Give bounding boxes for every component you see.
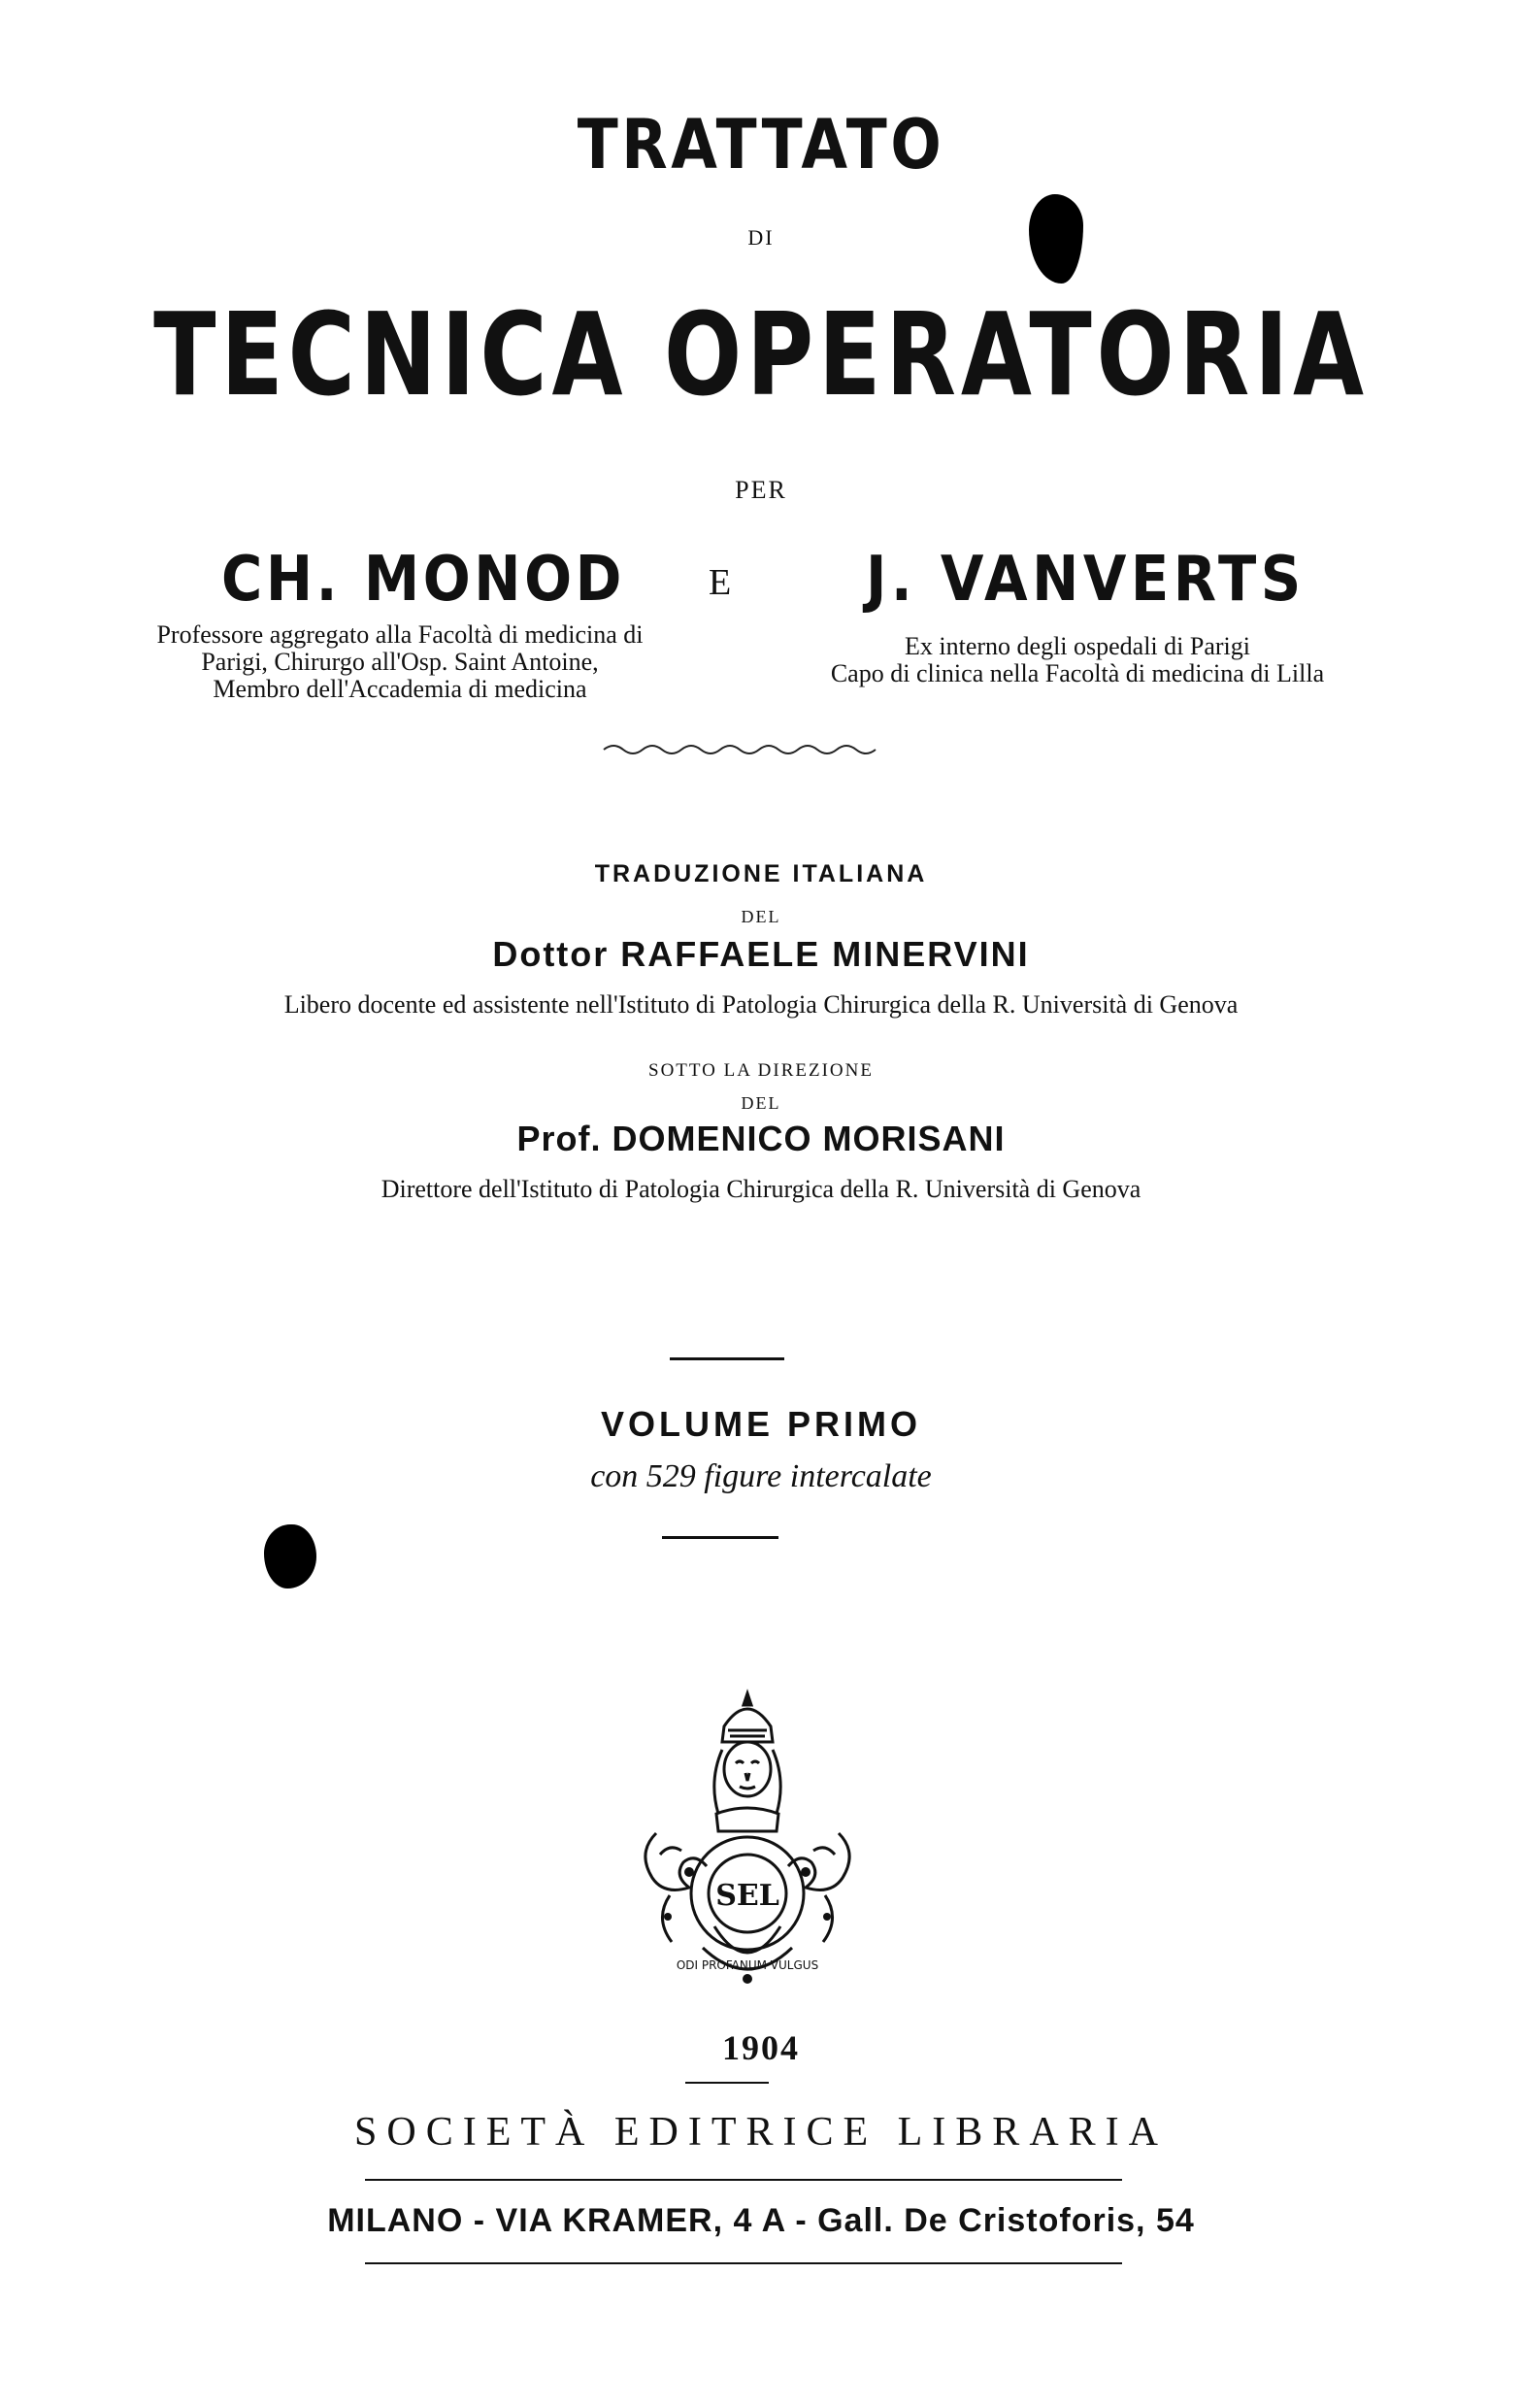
publisher-emblem: [631, 1688, 864, 1998]
affiliation-line: Professore aggregato alla Facoltà di medicina di: [156, 620, 644, 649]
volume-label: VOLUME PRIMO: [600, 1404, 921, 1444]
divider-rule: [662, 1536, 778, 1539]
divider-rule: [365, 2179, 1122, 2181]
director-name: Prof. DOMENICO MORISANI: [516, 1119, 1006, 1158]
director-affiliation: Direttore dell'Istituto di Patologia Chirurgica della R. Università di Genova: [380, 1175, 1142, 1203]
affiliation-vanverts: [747, 633, 1407, 687]
translation-del: DEL: [741, 907, 781, 926]
per-label: PER: [735, 476, 787, 504]
publication-year: 1904: [722, 2028, 800, 2067]
affiliation-monod: [80, 621, 720, 703]
author-monod: CH. MONOD: [221, 544, 626, 616]
author-conjunction: E: [709, 562, 732, 603]
figures-note: con 529 figure intercalate: [590, 1458, 932, 1494]
affiliation-line: Ex interno degli ospedali di Parigi: [905, 632, 1250, 660]
translation-heading: TRADUZIONE ITALIANA: [594, 860, 928, 887]
publisher-address: MILANO - VIA KRAMER, 4 A - Gall. De Cristoforis, 54: [327, 2202, 1195, 2239]
affiliation-line: Parigi, Chirurgo all'Osp. Saint Antoine,: [201, 648, 599, 676]
translator-affiliation: Libero docente ed assistente nell'Istituto di Patologia Chirurgica della R. Università di Genova: [283, 990, 1239, 1019]
divider-rule: [670, 1357, 784, 1360]
author-vanverts: J. VANVERTS: [866, 544, 1306, 616]
divider-rule: [685, 2082, 769, 2084]
direction-heading: SOTTO LA DIREZIONE: [648, 1060, 874, 1081]
emblem-motto: ODI PROFANUM VULGUS: [676, 1958, 819, 1972]
title-line-1: TRATTATO: [577, 105, 945, 184]
affiliation-line: Capo di clinica nella Facoltà di medicina di Lilla: [830, 659, 1325, 687]
direction-del: DEL: [741, 1093, 781, 1113]
title-line-2: TECNICA OPERATORIA: [153, 287, 1369, 421]
affiliation-line: Membro dell'Accademia di medicina: [213, 675, 587, 703]
ink-blot: [264, 1524, 316, 1589]
ornament-divider: [602, 740, 883, 757]
emblem-monogram: SEL: [715, 1879, 779, 1913]
title-di: DI: [747, 225, 775, 250]
translator-name: Dottor RAFFAELE MINERVINI: [492, 934, 1030, 974]
divider-rule: [365, 2262, 1122, 2264]
publisher-name: SOCIETÀ EDITRICE LIBRARIA: [354, 2110, 1168, 2155]
